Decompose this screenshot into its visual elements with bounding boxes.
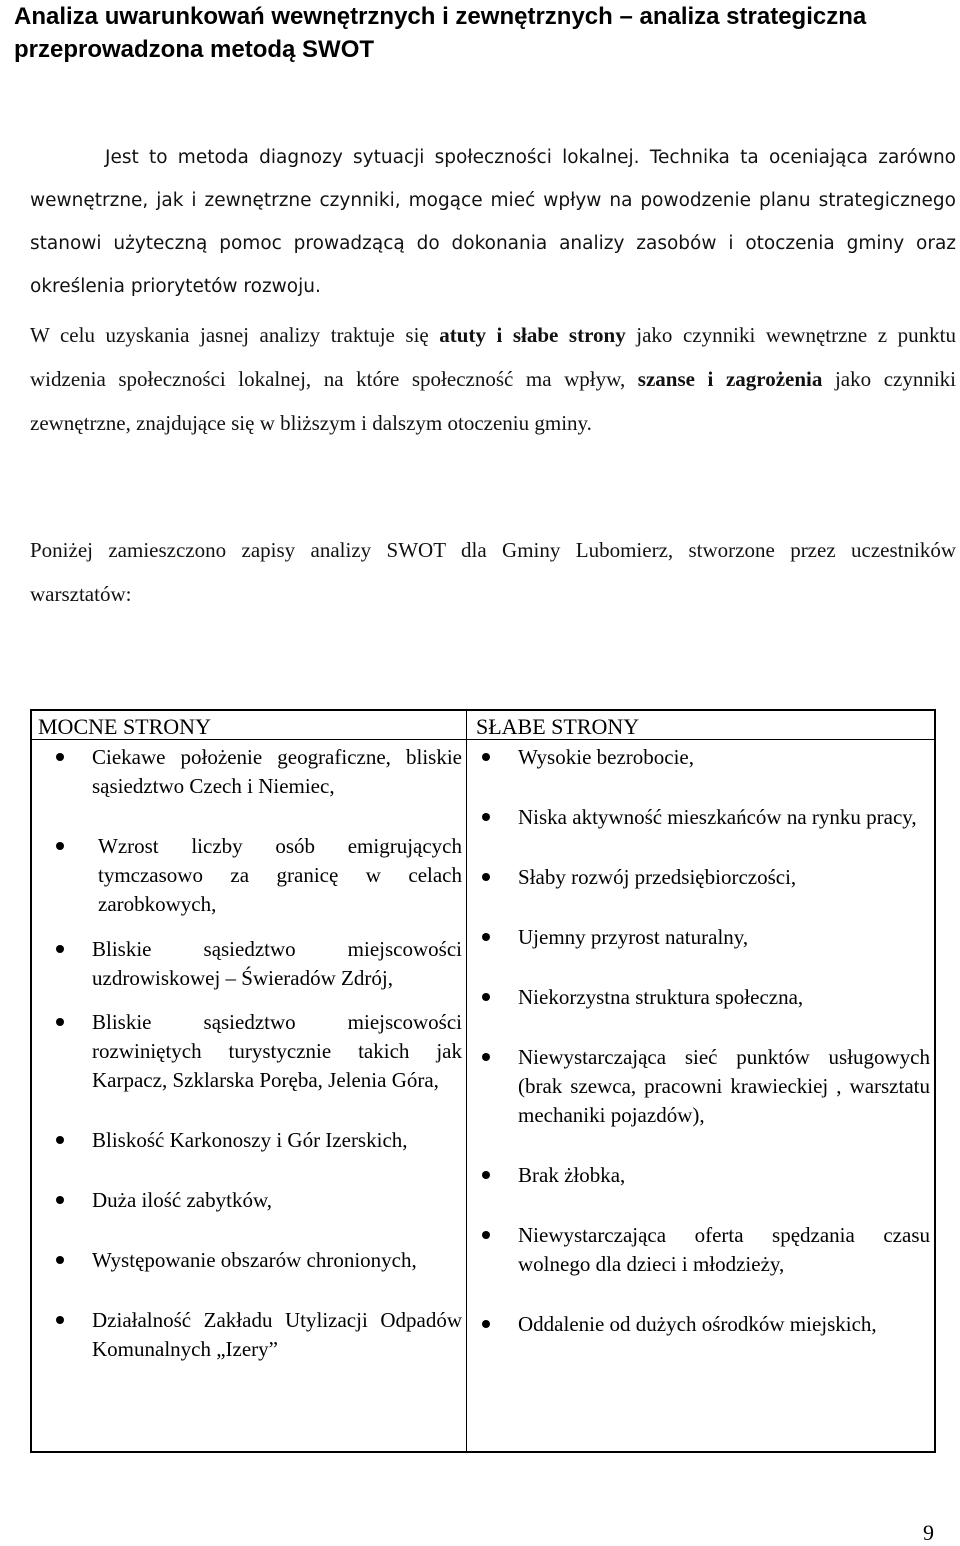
weakness-item	[474, 803, 930, 832]
weakness-item	[474, 1310, 930, 1339]
strengths-header: MOCNE STRONY	[38, 714, 211, 739]
weakness-item	[474, 923, 930, 952]
bullet-icon	[482, 1320, 490, 1328]
bullet-icon	[56, 945, 64, 953]
weakness-item	[474, 983, 930, 1012]
weakness-item	[474, 743, 930, 772]
weakness-text: Brak żłobka,	[518, 1163, 626, 1187]
factors-text-3: jako czynniki zewnętrzne, znajdujące się w bliższym i dalszym otoczeniu gminy.	[30, 367, 957, 435]
bullet-icon	[482, 993, 490, 1001]
strength-text: Ciekawe położenie geograficzne, bliskie sąsiedztwo Czech i Niemiec,	[92, 745, 462, 798]
bullet-icon	[56, 1018, 64, 1026]
strength-item	[36, 1008, 462, 1095]
bullet-icon	[56, 1256, 64, 1264]
factors-text-1: W celu uzyskania jasnej analizy traktuje się	[30, 323, 440, 347]
document-title: Analiza uwarunkowań wewnętrznych i zewnętrznych – analiza strategiczna przeprowadzona metodą SWOT	[14, 3, 867, 63]
bullet-icon	[56, 1136, 64, 1144]
bullet-icon	[56, 842, 64, 850]
weakness-text: Słaby rozwój przedsiębiorczości,	[518, 865, 797, 889]
bullet-icon	[482, 1053, 490, 1061]
intro-paragraph: Jest to metoda diagnozy sytuacji społeczności lokalnej. Technika ta oceniająca zarówno wewnętrzne, jak i zewnętrzne czynniki, mogące mieć wpływ na powodzenie planu strategicznego stanowi użyteczną pomoc prowadzącą do dokonania analizy zasobów i otoczenia gminy oraz określenia priorytetów rozwoju.	[30, 147, 956, 297]
weakness-item	[474, 863, 930, 892]
opportunities-threats-term: szanse i zagrożenia	[637, 367, 823, 391]
weakness-text: Niska aktywność mieszkańców na rynku pracy,	[518, 805, 917, 829]
strength-text: Działalność Zakładu Utylizacji Odpadów Komunalnych „Izery”	[92, 1308, 462, 1361]
bullet-icon	[56, 753, 64, 761]
weakness-item	[474, 1161, 930, 1190]
strengths-column	[36, 711, 462, 1364]
weaknesses-column	[474, 711, 930, 1339]
weakness-text: Ujemny przyrost naturalny,	[518, 925, 749, 949]
page-number: 9	[923, 1520, 934, 1545]
strength-item	[36, 743, 462, 801]
strength-text: Bliskie sąsiedztwo miejscowości rozwiniętych turystycznie takich jak Karpacz, Szklarska Poręba, Jelenia Góra,	[92, 1010, 462, 1092]
bullet-icon	[56, 1316, 64, 1324]
weakness-item	[474, 1043, 930, 1130]
weakness-item	[474, 1221, 930, 1279]
bullet-icon	[482, 873, 490, 881]
strength-item	[36, 832, 462, 919]
weakness-text: Niewystarczająca oferta spędzania czasu wolnego dla dzieci i młodzieży,	[518, 1223, 930, 1276]
weaknesses-list	[474, 743, 930, 1339]
factors-paragraph	[30, 313, 956, 445]
bullet-icon	[482, 753, 490, 761]
weaknesses-header: SŁABE STRONY	[476, 714, 640, 739]
weakness-text: Oddalenie od dużych ośrodków miejskich,	[518, 1312, 877, 1336]
weakness-text: Niekorzystna struktura społeczna,	[518, 985, 804, 1009]
bullet-icon	[482, 1231, 490, 1239]
swot-table	[30, 709, 936, 1453]
bullet-icon	[56, 1196, 64, 1204]
column-divider	[466, 711, 467, 1451]
weakness-text: Niewystarczająca sieć punktów usługowych (brak szewca, pracowni krawieckiej , warsztatu mechaniki pojazdów),	[518, 1045, 930, 1127]
strength-text: Wzrost liczby osób emigrujących tymczasowo za granicę w celach zarobkowych,	[98, 834, 462, 916]
weakness-text: Wysokie bezrobocie,	[518, 745, 694, 769]
strength-item	[36, 1126, 462, 1155]
strengths-list	[36, 743, 462, 1364]
bullet-icon	[482, 813, 490, 821]
swot-intro-paragraph: Poniżej zamieszczono zapisy analizy SWOT dla Gminy Lubomierz, stworzone przez uczestników warsztatów:	[30, 538, 956, 606]
strength-item	[36, 1186, 462, 1215]
strength-text: Bliskość Karkonoszy i Gór Izerskich,	[92, 1128, 408, 1152]
strength-item	[36, 935, 462, 993]
strength-item	[36, 1246, 462, 1275]
factors-text-2: jako czynniki wewnętrzne z punktu widzenia społeczności lokalnej, na które społeczność ma wpływ,	[30, 323, 957, 391]
bullet-icon	[482, 933, 490, 941]
strength-item	[36, 1306, 462, 1364]
strengths-weaknesses-term: atuty i słabe strony	[439, 323, 626, 347]
bullet-icon	[482, 1171, 490, 1179]
strength-text: Duża ilość zabytków,	[92, 1188, 272, 1212]
strength-text: Występowanie obszarów chronionych,	[92, 1248, 417, 1272]
strength-text: Bliskie sąsiedztwo miejscowości uzdrowiskowej – Świeradów Zdrój,	[92, 937, 462, 990]
